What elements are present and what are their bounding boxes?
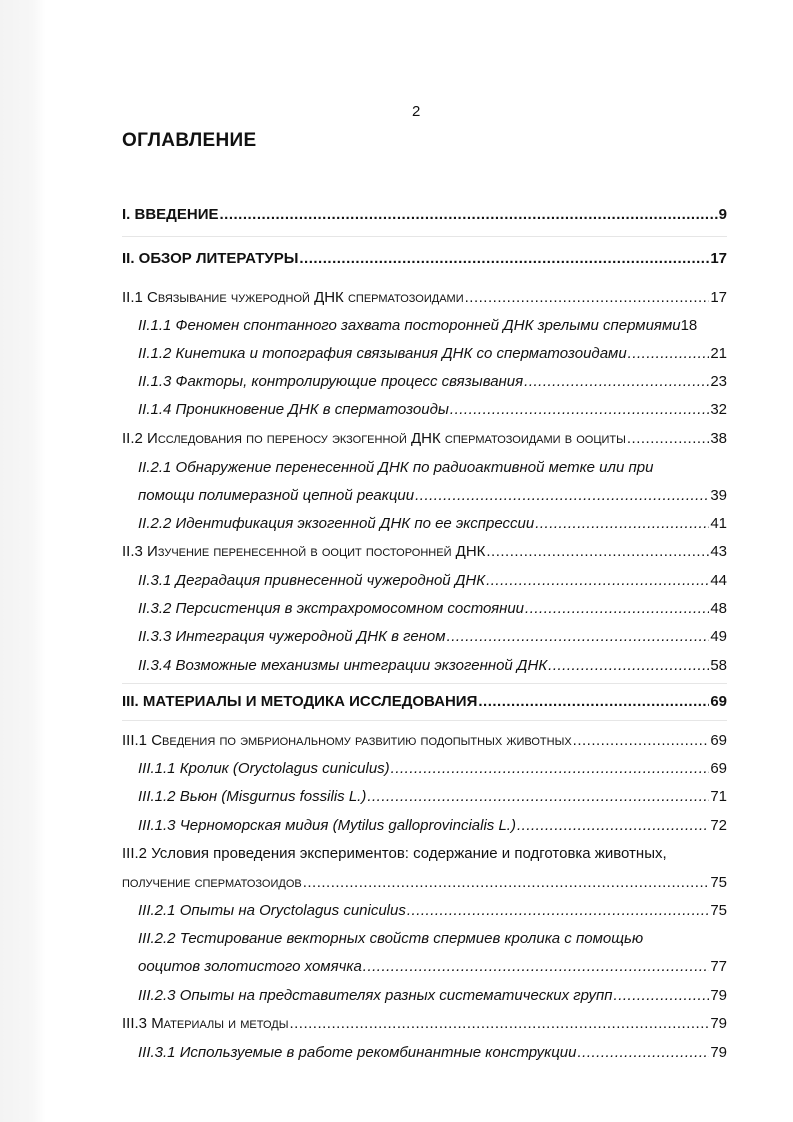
toc-entry-subsection[interactable]: [138, 760, 727, 778]
toc-entry-page: 48: [710, 600, 727, 617]
dot-leader: [486, 572, 709, 590]
toc-entry-section[interactable]: [122, 430, 727, 448]
dot-leader: [578, 1044, 710, 1062]
toc-entry-label: II.3.2 Персистенция в экстрахромосомном состоянии: [138, 600, 525, 617]
toc-entry-label: II.3 Изучение перенесенной в ооцит посторонней ДНК: [122, 543, 486, 560]
page-number: 2: [412, 103, 421, 120]
toc-entry-page: 9: [718, 206, 727, 223]
toc-entry-page: 79: [710, 987, 727, 1004]
toc-entry-page: 79: [710, 1015, 727, 1032]
toc-entry-label: II.1 Связывание чужеродной ДНК сперматозоидами: [122, 289, 464, 306]
toc-entry-page: 69: [710, 732, 727, 749]
dot-leader: [627, 430, 709, 448]
dot-leader: [614, 987, 710, 1005]
toc-entry-line1: III.2.2 Тестирование векторных свойств спермиев кролика с помощью: [138, 930, 644, 947]
dot-leader: [548, 657, 709, 675]
toc-entry-label: помощи полимеразной цепной реакции: [138, 487, 415, 504]
toc-entry-page: 18: [680, 317, 698, 334]
toc-entry-chapter-1[interactable]: [122, 206, 727, 224]
toc-entry-page: 72: [710, 817, 727, 834]
toc-entry-label: III. МАТЕРИАЛЫ И МЕТОДИКА ИССЛЕДОВАНИЯ: [122, 693, 478, 710]
toc-entry-section[interactable]: [122, 289, 727, 307]
toc-entry-label: III.2.3 Опыты на представителях разных систематических групп: [138, 987, 613, 1004]
toc-entry-label: III.1.1 Кролик (Oryctolagus cuniculus): [138, 760, 390, 777]
section-divider: [122, 720, 727, 721]
toc-entry-subsection[interactable]: [138, 401, 727, 419]
dot-leader: [524, 373, 709, 391]
toc-entry-section[interactable]: [122, 1015, 727, 1033]
dot-leader: [303, 874, 710, 892]
toc-entry-subsection[interactable]: [138, 600, 727, 618]
toc-entry-label: III.1 Сведения по эмбриональному развитию подопытных животных: [122, 732, 572, 749]
toc-entry-label: II.3.4 Возможные механизмы интеграции экзогенной ДНК: [138, 657, 548, 674]
toc-entry-label: II.1.1 Феномен спонтанного захвата посторонней ДНК зрелыми спермиями: [138, 317, 681, 334]
toc-entry-label: получение сперматозоидов: [122, 874, 302, 891]
toc-entry-page: 71: [710, 788, 727, 805]
dot-leader: [525, 600, 709, 618]
toc-entry-section[interactable]: [122, 543, 727, 561]
toc-entry-subsection[interactable]: [138, 345, 727, 363]
toc-entry-label: III.2.1 Опыты на Oryctolagus cuniculus: [138, 902, 406, 919]
toc-entry-subsection[interactable]: [138, 373, 727, 391]
toc-entry-label: II.2 Исследования по переносу экзогенной ДНК сперматозоидами в ооциты: [122, 430, 626, 447]
toc-entry-page: 49: [710, 628, 727, 645]
dot-leader: [517, 817, 709, 835]
toc-entry-page: 58: [710, 657, 727, 674]
dot-leader: [486, 543, 709, 561]
toc-entry-chapter-3[interactable]: [122, 693, 727, 711]
toc-entry-page: 69: [710, 760, 727, 777]
toc-entry-label: II.3.1 Деградация привнесенной чужеродной ДНК: [138, 572, 486, 589]
dot-leader: [465, 289, 710, 307]
toc-entry-subsection[interactable]: [138, 788, 727, 806]
toc-entry-page: 21: [710, 345, 727, 362]
toc-entry-page: 23: [710, 373, 727, 390]
toc-entry-label: ооцитов золотистого хомячка: [138, 958, 362, 975]
toc-entry-line1: III.2 Условия проведения экспериментов: содержание и подготовка животных,: [122, 845, 667, 862]
toc-entry-subsection[interactable]: [138, 515, 727, 533]
toc-entry-subsection[interactable]: [138, 317, 741, 335]
toc-entry-page: 38: [710, 430, 727, 447]
toc-entry-label: II.1.3 Факторы, контролирующие процесс связывания: [138, 373, 524, 390]
dot-leader: [219, 206, 717, 224]
toc-entry-page: 32: [710, 401, 727, 418]
dot-leader: [367, 788, 709, 806]
toc-entry-page: 43: [710, 543, 727, 560]
dot-leader: [450, 401, 709, 419]
toc-entry-subsection[interactable]: [138, 657, 727, 675]
toc-entry-page: 77: [710, 958, 727, 975]
dot-leader: [391, 760, 710, 778]
toc-entry-label: II.2.2 Идентификация экзогенной ДНК по ее экспрессии: [138, 515, 535, 532]
section-divider: [122, 683, 727, 684]
dot-leader: [299, 250, 709, 268]
toc-entry-page: 41: [710, 515, 727, 532]
toc-entry-subsection[interactable]: [138, 628, 727, 646]
toc-entry-label: II. ОБЗОР ЛИТЕРАТУРЫ: [122, 250, 299, 267]
dot-leader: [289, 1015, 709, 1033]
toc-entry-page: 75: [710, 902, 727, 919]
toc-entry-label: I. ВВЕДЕНИЕ: [122, 206, 219, 223]
dot-leader: [407, 902, 709, 920]
toc-entry-subsection[interactable]: [138, 572, 727, 590]
toc-entry-page: 17: [710, 289, 727, 306]
toc-entry-page: 75: [710, 874, 727, 891]
toc-entry-label: III.3 Материалы и методы: [122, 1015, 289, 1032]
toc-entry-label: III.1.3 Черноморская мидия (Mytilus galloprovincialis L.): [138, 817, 516, 834]
toc-entry-subsection[interactable]: [138, 958, 727, 976]
dot-leader: [415, 487, 709, 505]
dot-leader: [363, 958, 710, 976]
toc-entry-label: III.3.1 Используемые в работе рекомбинантные конструкции: [138, 1044, 577, 1061]
toc-title: ОГЛАВЛЕНИЕ: [122, 130, 257, 151]
toc-entry-label: II.3.3 Интеграция чужеродной ДНК в геном: [138, 628, 446, 645]
dot-leader: [447, 628, 710, 646]
toc-entry-section[interactable]: [122, 732, 727, 750]
dot-leader: [573, 732, 710, 750]
dot-leader: [535, 515, 709, 533]
toc-entry-subsection[interactable]: [138, 987, 727, 1005]
toc-entry-label: II.1.2 Кинетика и топография связывания ДНК со сперматозоидами: [138, 345, 627, 362]
toc-entry-chapter-2[interactable]: [122, 250, 727, 268]
toc-entry-subsection[interactable]: [138, 902, 727, 920]
toc-entry-subsection[interactable]: [138, 817, 727, 835]
toc-entry-label: III.1.2 Вьюн (Misgurnus fossilis L.): [138, 788, 367, 805]
toc-entry-subsection[interactable]: [138, 487, 727, 505]
dot-leader: [478, 693, 709, 711]
toc-entry-page: 44: [710, 572, 727, 589]
toc-entry-page: 17: [710, 250, 727, 267]
toc-entry-line1: II.2.1 Обнаружение перенесенной ДНК по радиоактивной метке или при: [138, 459, 654, 476]
toc-entry-section[interactable]: [122, 874, 727, 892]
section-divider: [122, 236, 727, 237]
toc-entry-page: 39: [710, 487, 727, 504]
toc-entry-label: II.1.4 Проникновение ДНК в сперматозоиды: [138, 401, 449, 418]
scan-edge-shadow: [0, 0, 46, 1122]
toc-entry-subsection[interactable]: [138, 1044, 727, 1062]
toc-entry-page: 79: [710, 1044, 727, 1061]
toc-entry-page: 69: [710, 693, 727, 710]
dot-leader: [628, 345, 710, 363]
